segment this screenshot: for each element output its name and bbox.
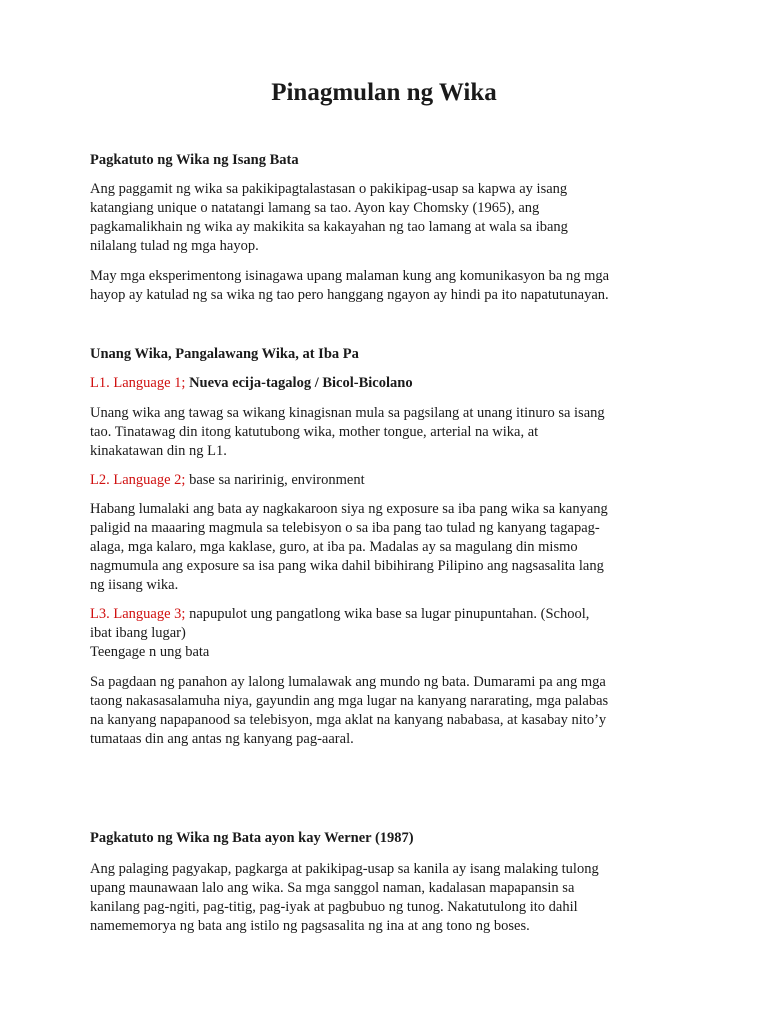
l3-first-line xyxy=(90,605,680,624)
text-line: Ang paggamit ng wika sa pakikipagtalastasan o pakikipag-usap sa kapwa ay isang xyxy=(90,181,568,197)
paragraph-l2 xyxy=(90,500,680,595)
document-title: Pinagmulan ng Wika xyxy=(271,79,497,106)
text-line: kanilang pag-ngiti, pag-titig, pag-iyak at pagbubuo ng tunog. Nakatutulong ito dahil xyxy=(90,899,578,915)
text-line: katangiang unique o natatangi lamang sa tao. Ayon kay Chomsky (1965), ang xyxy=(90,200,540,216)
text-line: Unang wika ang tawag sa wikang kinagisnan mula sa pagsilang at unang itinuro sa isang xyxy=(90,405,605,421)
text-line: tao. Tinatawag din itong katutubong wika, mother tongue, arterial na wika, at xyxy=(90,424,539,440)
section-heading-pagkatuto: Pagkatuto ng Wika ng Isang Bata xyxy=(90,152,299,168)
l3-note: napupulot ung pangatlong wika base sa lugar pinupuntahan. (School, xyxy=(189,606,590,622)
text-line: namememorya ng bata ang istilo ng pagsasalita ng ina at ang tono ng boses. xyxy=(90,918,530,934)
l2-label: L2. Language 2; xyxy=(90,472,186,488)
text-line: na kanyang napapanood sa telebisyon, mga aklat na kanyang nababasa, at kasabay nito’y xyxy=(90,712,607,728)
text-line: nilalang tulad ng mga hayop. xyxy=(90,238,259,254)
paragraph-chomsky xyxy=(90,180,680,256)
section-heading-unang-wika: Unang Wika, Pangalawang Wika, at Iba Pa xyxy=(90,346,359,362)
paragraph-werner xyxy=(90,860,680,936)
text-line: Teengage n ung bata xyxy=(90,644,210,660)
text-line: May mga eksperimentong isinagawa upang malaman kung ang komunikasyon ba ng mga xyxy=(90,268,610,284)
paragraph-l3 xyxy=(90,673,680,749)
l2-label-line xyxy=(90,471,680,490)
text-line: pagkamalikhain ng wika ay makikita sa kakayahan ng tao lamang at wala sa ibang xyxy=(90,219,568,235)
text-line: tumataas din ang antas ng kanyang pag-aaral. xyxy=(90,731,354,747)
l3-label: L3. Language 3; xyxy=(90,606,186,622)
text-line: kinakatawan din ng L1. xyxy=(90,443,227,459)
text-line: nagmumula ang exposure sa isa pang wika dahil bibihirang Pilipino ang nagsasalita lang xyxy=(90,558,604,574)
text-line: hayop ay katulad ng sa wika ng tao pero hanggang ngayon ay hindi pa ito napatutunayan. xyxy=(90,287,609,303)
text-line: alaga, mga kalaro, mga kaklase, guro, at iba pa. Madalas ay sa magulang din mismo xyxy=(90,539,578,555)
l2-note: base sa naririnig, environment xyxy=(189,472,365,488)
l1-label-line xyxy=(90,374,680,393)
text-line: paligid na maaaring magmula sa telebisyon o sa iba pang tao tulad ng kanyang tagapag- xyxy=(90,520,600,536)
section-heading-werner: Pagkatuto ng Wika ng Bata ayon kay Werner (1987) xyxy=(90,830,414,846)
paragraph-eksperimento xyxy=(90,267,680,305)
l3-label-block xyxy=(90,605,680,662)
text-line: taong nakasasalamuha niya, gayundin ang mga lugar na kanyang nararating, mga palabas xyxy=(90,693,609,709)
paragraph-l1 xyxy=(90,404,680,461)
l1-label: L1. Language 1; xyxy=(90,375,186,391)
text-line: Habang lumalaki ang bata ay nagkakaroon siya ng exposure sa iba pang wika sa kanyang xyxy=(90,501,608,517)
text-line: ng iisang wika. xyxy=(90,577,179,593)
text-line: ibat ibang lugar) xyxy=(90,625,186,641)
text-line: Ang palaging pagyakap, pagkarga at pakikipag-usap sa kanila ay isang malaking tulong xyxy=(90,861,599,877)
l1-note: Nueva ecija-tagalog / Bicol-Bicolano xyxy=(189,375,413,391)
text-line: upang maunawaan lalo ang wika. Sa mga sanggol naman, kadalasan mapapansin sa xyxy=(90,880,575,896)
text-line: Sa pagdaan ng panahon ay lalong lumalawak ang mundo ng bata. Dumarami pa ang mga xyxy=(90,674,606,690)
